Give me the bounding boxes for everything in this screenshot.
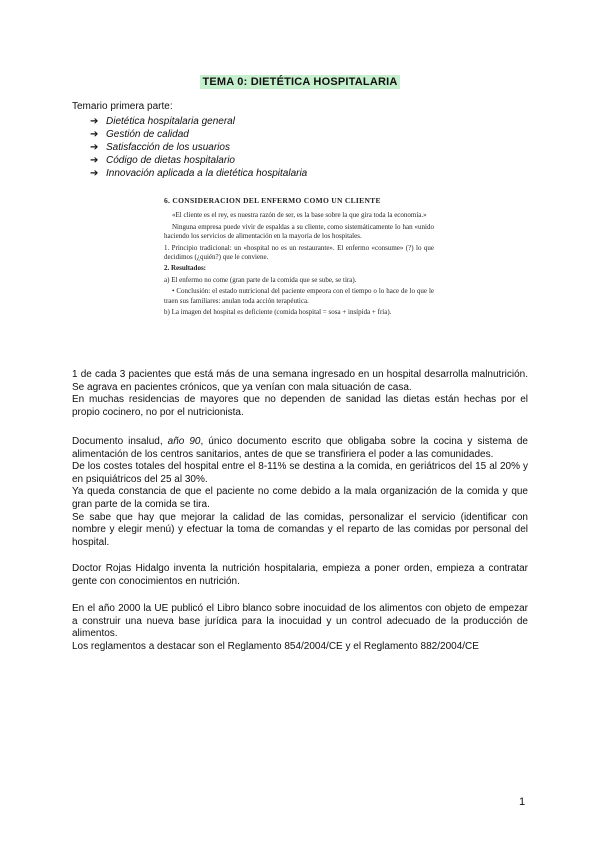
list-item-label: Gestión de calidad (106, 129, 189, 140)
text-span: , único documento escrito que obligaba sobre la cocina y sistema de alimentación de los centros sanitarios, antes de que se transfiriera el poder a las comunidades. (72, 436, 528, 460)
paragraph-block-libro-blanco (72, 603, 528, 653)
list-item (90, 167, 307, 180)
temario-heading: Temario primera parte: (72, 101, 173, 112)
arrow-right-icon: ➔ (90, 116, 99, 127)
temario-list (72, 115, 307, 180)
excerpt-paragraph: a) El enfermo no come (gran parte de la comida que se sube, se tira). (164, 275, 357, 284)
paragraph: Los reglamentos a destacar son el Reglamento 854/2004/CE y el Reglamento 882/2004/CE (72, 640, 479, 652)
excerpt-paragraph: b) La imagen del hospital es deficiente (comida hospital = sosa + insípida + fría). (164, 308, 392, 317)
paragraph: De los costes totales del hospital entre el 8-11% se destina a la comida, en geriátricos del 15 al 20% y en psiquiátricos del 25 al 30%. (72, 461, 528, 485)
paragraph: Ya queda constancia de que el paciente no come debido a la mala organización de la comida y que gran parte de la comida se tira. (72, 486, 528, 510)
paragraph: 1 de cada 3 pacientes que está más de una semana ingresado en un hospital desarrolla malnutrición. Se agrava en pacientes crónicos, que ya venían con mala situación de casa. (72, 369, 528, 393)
list-item (90, 154, 307, 167)
page-title-wrap (0, 72, 600, 90)
page-number: 1 (519, 796, 526, 808)
excerpt-paragraph: • Conclusión: el estado nutricional del paciente empeora con el tiempo o lo hace de lo que le traen sus familiares: anulan toda acción terapéutica. (164, 287, 434, 305)
page-title: TEMA 0: DIETÉTICA HOSPITALARIA (202, 76, 398, 88)
arrow-right-icon: ➔ (90, 168, 99, 179)
paragraph-block-rojas (72, 563, 528, 588)
paragraph (72, 436, 528, 461)
excerpt-paragraph: Ninguna empresa puede vivir de espaldas a su cliente, como sistemáticamente lo han «unido haciendo los servicios de alimentación en la mayoría de los hospitales. (164, 222, 434, 241)
paragraph: En el año 2000 la UE publicó el Libro blanco sobre inocuidad de los alimentos con objeto de empezar a construir una nueva base jurídica para la inocuidad y un control adecuado de la producción de alimentos. (72, 603, 528, 640)
excerpt-paragraph: 2. Resultados: (164, 264, 207, 273)
list-item (90, 141, 307, 154)
excerpt-paragraph: «El cliente es el rey, es nuestra razón de ser, es la base sobre la que gira toda la economía.» (172, 211, 427, 220)
list-item-label: Código de dietas hospitalario (106, 155, 235, 166)
list-item-label: Satisfacción de los usuarios (106, 142, 230, 153)
italic-span: año 90 (167, 436, 201, 447)
temario-section (72, 101, 307, 180)
arrow-right-icon: ➔ (90, 155, 99, 166)
paragraph: Se sabe que hay que mejorar la calidad de las comidas, personalizar el servicio (identificar con nombre y elegir menú) y efectuar la toma de comandas y el reparto de las comidas por personal del hospital. (72, 511, 528, 548)
list-item-label: Innovación aplicada a la dietética hospitalaria (106, 168, 308, 179)
paragraph: En muchas residencias de mayores que no dependen de sanidad las dietas están hechas por el propio cocinero, no por el nutricionista. (72, 394, 528, 418)
paragraph-block-insalud (72, 436, 528, 549)
arrow-right-icon: ➔ (90, 142, 99, 153)
list-item-label: Dietética hospitalaria general (106, 116, 235, 127)
excerpt-paragraph: 1. Principio tradicional: un «hospital no es un restaurante». El enfermo «consume» (?) lo que decidimos (¿quién?) que le conviene. (164, 243, 434, 262)
arrow-right-icon: ➔ (90, 129, 99, 140)
list-item (90, 128, 307, 141)
paragraph-block-malnutrition (72, 369, 528, 419)
scanned-excerpt (164, 196, 434, 319)
excerpt-heading: 6. CONSIDERACION DEL ENFERMO COMO UN CLIENTE (164, 196, 381, 205)
text-span: Documento insalud, (72, 436, 168, 447)
paragraph: Doctor Rojas Hidalgo inventa la nutrición hospitalaria, empieza a poner orden, empieza a contratar gente con conocimientos en nutrición. (72, 563, 528, 587)
list-item (90, 115, 307, 128)
